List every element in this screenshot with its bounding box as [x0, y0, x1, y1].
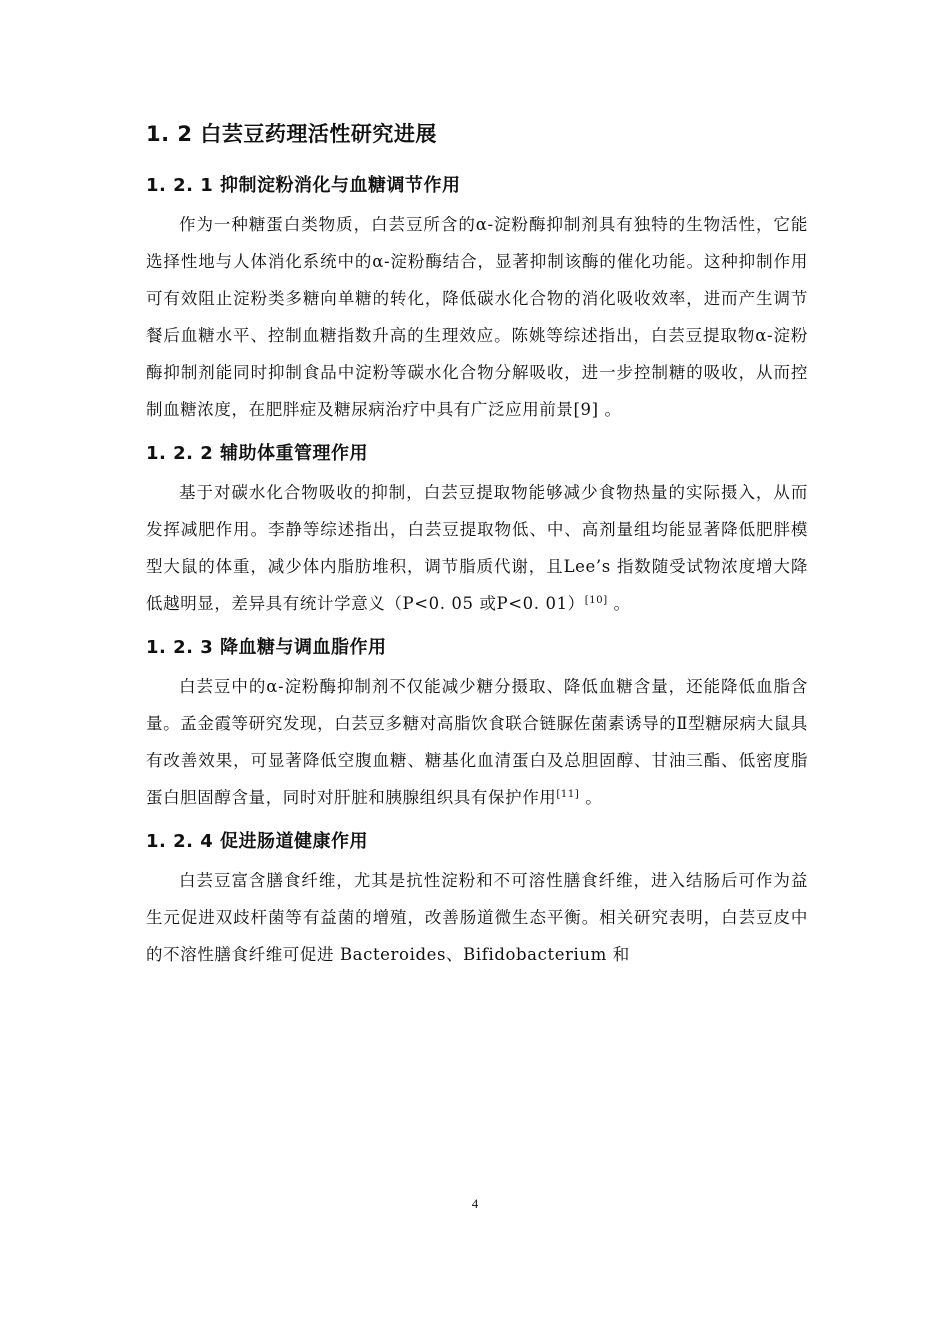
document-body — [146, 118, 808, 985]
subsection-title-2: 1. 2. 2 辅助体重管理作用 — [146, 443, 369, 464]
paragraph-1 — [146, 206, 808, 428]
paragraph-tail: 。 — [579, 788, 603, 807]
paragraph-text: 白芸豆富含膳食纤维，尤其是抗性淀粉和不可溶性膳食纤维，进入结肠后可作为益生元促进双歧杆菌等有益菌的增殖，改善肠道微生态平衡。相关研究表明，白芸豆皮中的不溶性膳食纤维可促进 Bacteroides、Bifidobacterium 和 — [146, 871, 808, 964]
paragraph-2 — [146, 474, 808, 622]
paragraph-3 — [146, 668, 808, 816]
paragraph-text: 基于对碳水化合物吸收的抑制，白芸豆提取物能够减少食物热量的实际摄入，从而发挥减肥作用。李静等综述指出，白芸豆提取物低、中、高剂量组均能显著降低肥胖模型大鼠的体重，减少体内脂肪堆积，调节脂质代谢，且Lee’s 指数随受试物浓度增大降低越明显，差异具有统计学意义（P<0. 05 或P<0. 01） — [146, 483, 808, 613]
paragraph-tail: 。 — [607, 594, 631, 613]
paragraph-text: 白芸豆中的α-淀粉酶抑制剂不仅能减少糖分摄取、降低血糖含量，还能降低血脂含量。孟金霞等研究发现，白芸豆多糖对高脂饮食联合链脲佐菌素诱导的Ⅱ型糖尿病大鼠具有改善效果，可显著降低空腹血糖、糖基化血清蛋白及总胆固醇、甘油三酯、低密度脂蛋白胆固醇含量，同时对肝脏和胰腺组织具有保护作用 — [146, 677, 808, 807]
citation: [11] — [556, 789, 580, 800]
citation: [10] — [584, 595, 608, 606]
subsection-title-3: 1. 2. 3 降血糖与调血脂作用 — [146, 637, 387, 658]
paragraph-text: 作为一种糖蛋白类物质，白芸豆所含的α-淀粉酶抑制剂具有独特的生物活性，它能选择性地与人体消化系统中的α-淀粉酶结合，显著抑制该酶的催化功能。这种抑制作用可有效阻止淀粉类多糖向单糖的转化，降低碳水化合物的消化吸收效率，进而产生调节餐后血糖水平、控制血糖指数升高的生理效应。陈姚等综述指出，白芸豆提取物α-淀粉酶抑制剂能同时抑制食品中淀粉等碳水化合物分解吸收，进一步控制糖的吸收，从而控制血糖浓度，在肥胖症及糖尿病治疗中具有广泛应用前景[9] 。 — [146, 215, 808, 419]
page-number: 4 — [471, 1196, 479, 1211]
subsection-title-4: 1. 2. 4 促进肠道健康作用 — [146, 831, 369, 852]
paragraph-4 — [146, 862, 808, 973]
subsection-title-1: 1. 2. 1 抑制淀粉消化与血糖调节作用 — [146, 175, 461, 196]
section-title: 1. 2 白芸豆药理活性研究进展 — [146, 122, 437, 146]
